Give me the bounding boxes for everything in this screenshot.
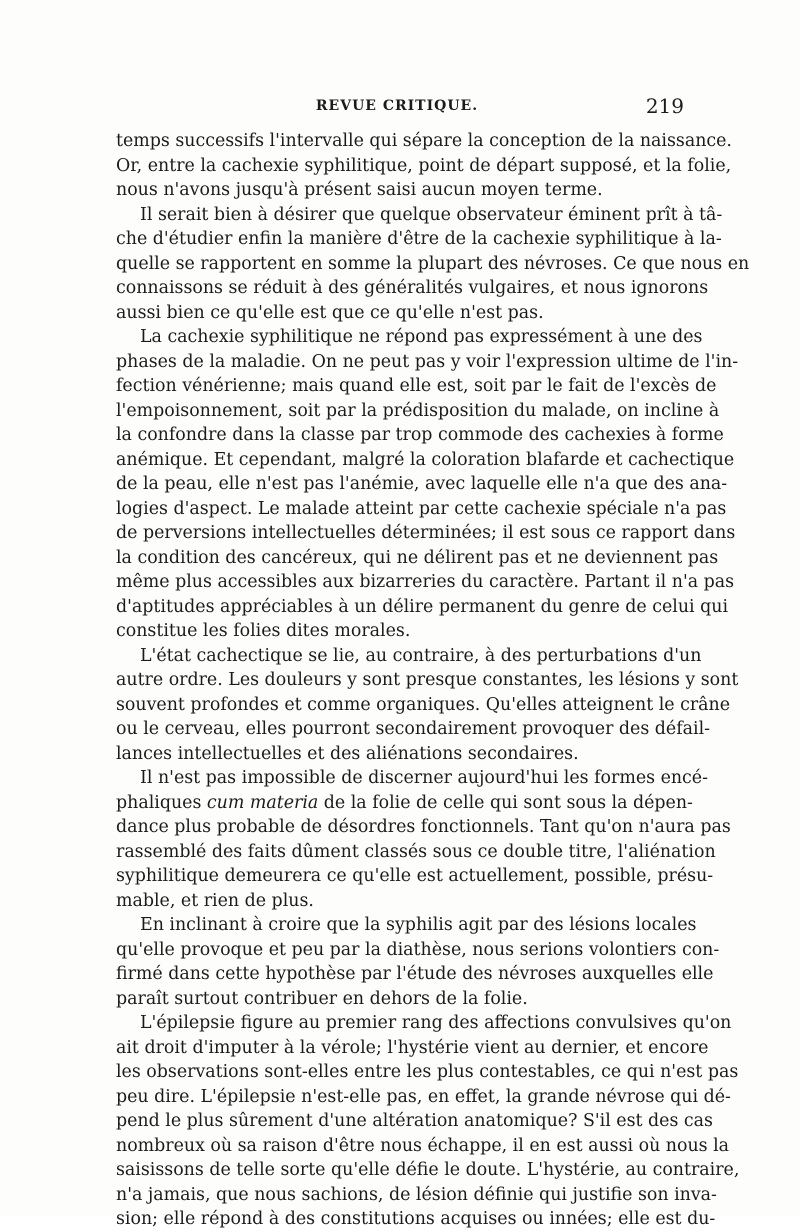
body-text [116,129,750,1232]
text-line: ou le cerveau, elles pourront secondairement provoquer des défail- [116,719,711,739]
text-line: rassemblé des faits dûment classés sous ce double titre, l'aliénation [116,841,716,862]
text-line: quelle se rapportent en somme la plupart des névroses. Ce que nous en [116,253,750,274]
text-line: n'a jamais, que nous sachions, de lésion définie qui justifie son inva- [116,1184,717,1205]
text-line: saisissons de telle sorte qu'elle défie le doute. L'hystérie, au contraire, [116,1160,740,1180]
text-line: nombreux où sa raison d'être nous échappe, il en est aussi où nous la [116,1135,730,1156]
text-line: La cachexie syphilitique ne répond pas expressément à une des [140,327,703,347]
text-line: qu'elle provoque et peu par la diathèse, nous serions volontiers con- [116,939,720,960]
text-line: logies d'aspect. Le malade atteint par cette cachexie spéciale n'a pas [116,498,727,519]
text-line: fection vénérienne; mais quand elle est, soit par le fait de l'excès de [116,376,717,396]
text-line: peu dire. L'épilepsie n'est-elle pas, en effet, la grande névrose qui dé- [116,1086,731,1107]
text-line: la confondre dans la classe par trop commode des cachexies à forme [116,425,724,445]
text-line: anémique. Et cependant, malgré la coloration blafarde et cachectique [116,449,735,470]
text-line: de la peau, elle n'est pas l'anémie, avec laquelle elle n'a que des ana- [116,474,728,494]
text-line: la condition des cancéreux, qui ne délirent pas et ne deviennent pas [116,547,719,568]
text-line: l'empoisonnement, soit par la prédisposition du malade, on incline à [116,400,720,421]
text-line: L'épilepsie figure au premier rang des affections convulsives qu'on [140,1013,732,1033]
text-line: Il n'est pas impossible de discerner aujourd'hui les formes encé- [140,768,708,788]
latin-phrase: cum materia [206,792,319,813]
running-head [110,94,684,124]
text-line: pend le plus sûrement d'une altération anatomique? S'il est des cas [116,1111,713,1131]
text-line: aussi bien ce qu'elle est que ce qu'elle n'est pas. [116,302,544,323]
text-line: mable, et rien de plus. [116,890,314,911]
text-line: sion; elle répond à des constitutions acquises ou innées; elle est du- [116,1209,716,1229]
text-line: nous n'avons jusqu'à présent saisi aucun moyen terme. [116,180,603,200]
text-line: syphilitique demeurera ce qu'elle est actuellement, possible, présu- [116,866,714,886]
text-line: même plus accessibles aux bizarreries du caractère. Partant il n'a pas [116,572,735,592]
text-line: phaliques cum materia de la folie de celle qui sont sous la dépen- [116,792,693,813]
text-line: dance plus probable de désordres fonctionnels. Tant qu'on n'aura pas [116,817,731,837]
text-line: les observations sont-elles entre les plus contestables, ce qui n'est pas [116,1062,739,1082]
text-line: d'aptitudes appréciables à un délire permanent du genre de celui qui [116,596,729,617]
text-line: connaissons se réduit à des généralités vulgaires, et nous ignorons [116,278,709,298]
text-line: constitue les folies dites morales. [116,621,411,641]
text-line: lances intellectuelles et des aliénations secondaires. [116,743,579,764]
text-line: firmé dans cette hypothèse par l'étude des névroses auxquelles elle [116,964,714,984]
text-line: ait droit d'imputer à la vérole; l'hystérie vient au dernier, et encore [116,1037,709,1058]
text-line: temps successifs l'intervalle qui sépare la conception de la naissance. [116,131,732,151]
text-line: L'état cachectique se lie, au contraire, à des perturbations d'un [140,645,702,666]
text-line: autre ordre. Les douleurs y sont presque constantes, les lésions y sont [116,670,739,690]
text-line: Il serait bien à désirer que quelque observateur éminent prît à tâ- [140,204,723,225]
text-line: de perversions intellectuelles déterminées; il est sous ce rapport dans [116,523,736,543]
page-number: 219 [645,94,684,118]
text-line: souvent profondes et comme organiques. Qu'elles atteignent le crâne [116,694,731,715]
text-line: paraît surtout contribuer en dehors de la folie. [116,988,528,1009]
text-line: che d'étudier enfin la manière d'être de la cachexie syphilitique à la- [116,229,722,249]
text-line: En inclinant à croire que la syphilis agit par des lésions locales [140,915,697,935]
text-line: Or, entre la cachexie syphilitique, point de départ supposé, et la folie, [116,155,732,176]
running-title: REVUE CRITIQUE. [315,98,479,114]
text-line: phases de la maladie. On ne peut pas y voir l'expression ultime de l'in- [116,351,739,372]
